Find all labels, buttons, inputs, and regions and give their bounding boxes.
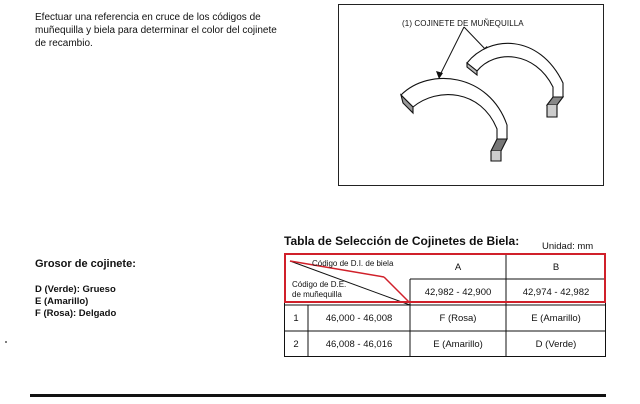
row-code: 2 bbox=[293, 338, 299, 350]
scan-speck bbox=[5, 341, 7, 343]
bearing-illustration bbox=[338, 4, 604, 186]
row-range: 46,008 - 46,016 bbox=[325, 338, 393, 350]
figure-callout-label: (1) COJINETE DE MUÑEQUILLA bbox=[402, 19, 524, 28]
cell-bearing-color: E (Amarillo) bbox=[433, 338, 483, 350]
column-range-b: 42,974 - 42,982 bbox=[522, 286, 590, 298]
grosor-list bbox=[35, 284, 116, 320]
cell-bearing-color: D (Verde) bbox=[535, 338, 577, 350]
header-de-label: Código de D.E. de muñequilla bbox=[292, 280, 347, 299]
cell-bearing-color: E (Amarillo) bbox=[531, 312, 581, 324]
bearing-shell-front bbox=[401, 78, 507, 161]
row-range: 46,000 - 46,008 bbox=[325, 312, 393, 324]
page-bottom-rule bbox=[30, 394, 606, 397]
unit-label: Unidad: mm bbox=[542, 241, 594, 252]
grosor-item: D (Verde): Grueso bbox=[35, 284, 116, 295]
bearing-shells-drawing bbox=[339, 5, 605, 187]
grosor-item: F (Rosa): Delgado bbox=[35, 308, 117, 319]
bearing-selection-table bbox=[284, 253, 606, 357]
column-range-a: 42,982 - 42,900 bbox=[424, 286, 492, 298]
row-code: 1 bbox=[293, 312, 299, 324]
table-title: Tabla de Selección de Cojinetes de Biela: bbox=[284, 234, 520, 248]
column-code-a: A bbox=[454, 261, 462, 273]
grosor-item: E (Amarillo) bbox=[35, 296, 89, 307]
column-code-b: B bbox=[552, 261, 560, 273]
intro-paragraph: Efectuar una referencia en cruce de los códigos de muñequilla y biela para determinar el color del cojinete de recambio. bbox=[35, 12, 277, 49]
cell-bearing-color: F (Rosa) bbox=[439, 312, 477, 324]
leader-line-left bbox=[439, 27, 464, 77]
leader-line-right bbox=[464, 27, 487, 51]
grosor-title: Grosor de cojinete: bbox=[35, 258, 136, 270]
header-di-label: Código de D.I. de biela bbox=[312, 259, 394, 268]
